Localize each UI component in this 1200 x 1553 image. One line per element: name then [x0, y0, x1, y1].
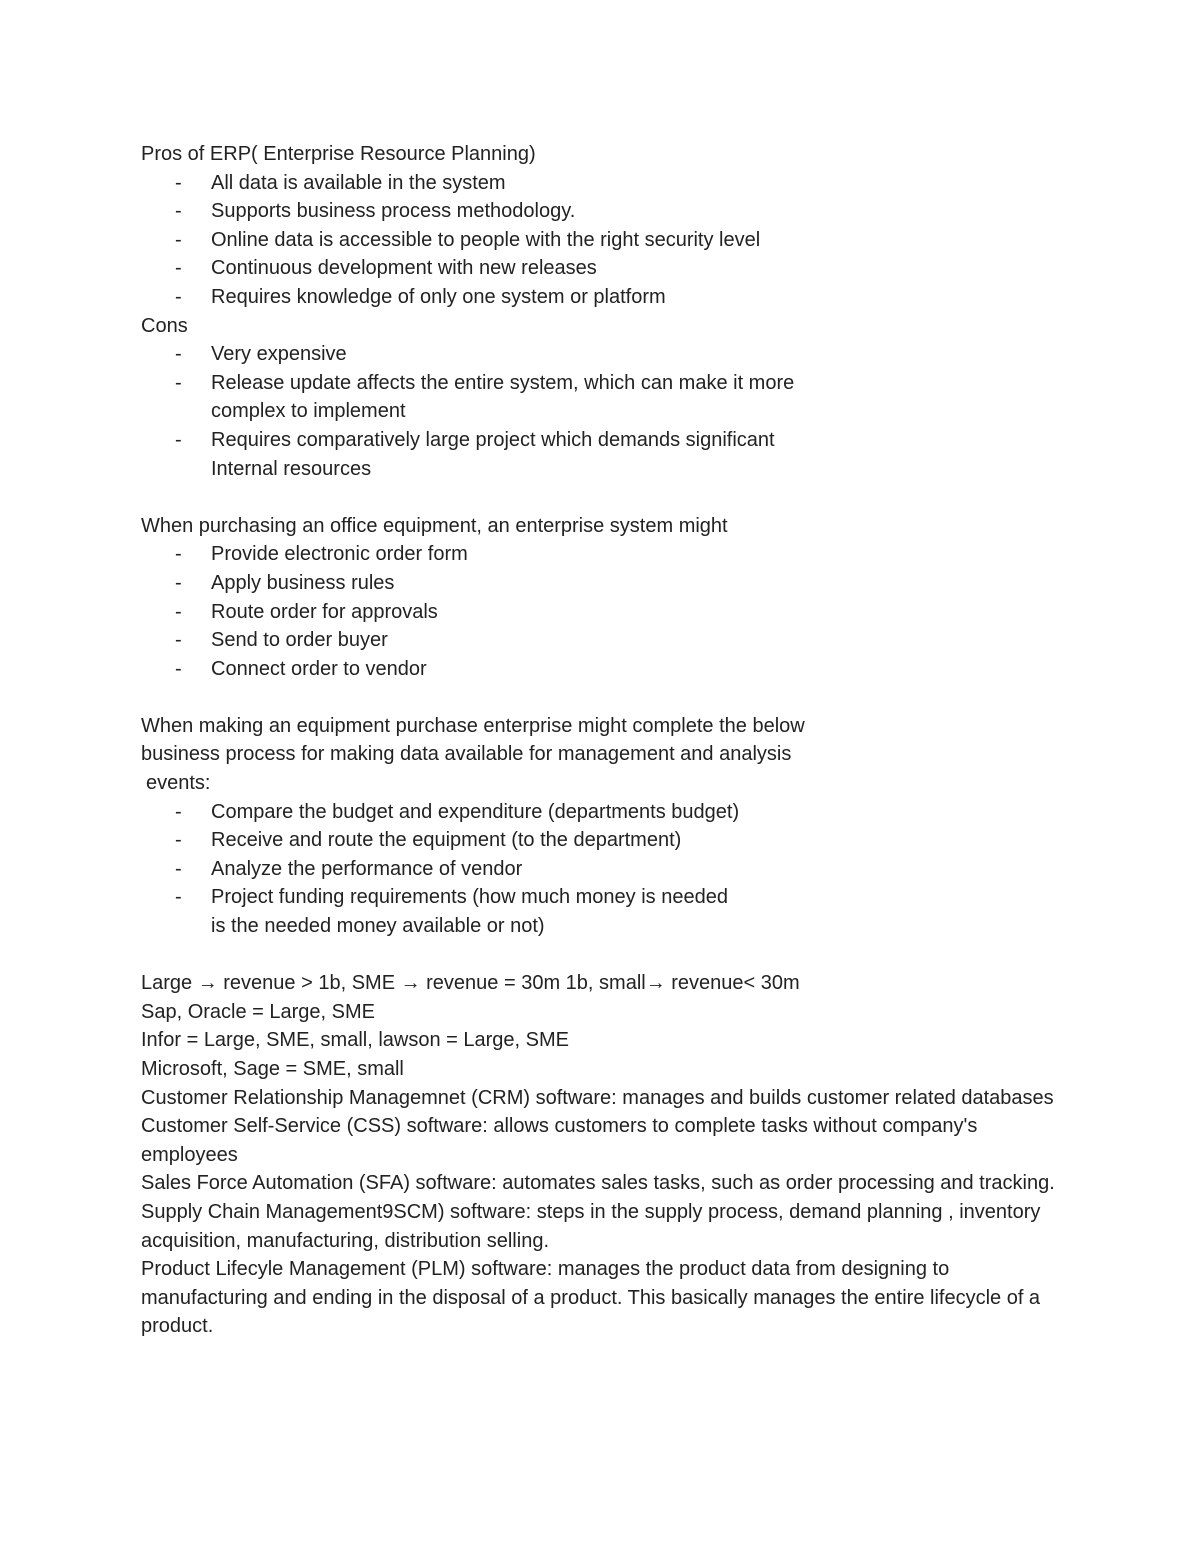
definition-crm: Customer Relationship Managemnet (CRM) software: manages and builds customer related databases: [141, 1086, 1054, 1109]
bullet-dash: -: [175, 857, 182, 880]
list-item: - Online data is accessible to people with the right security level: [141, 226, 1061, 255]
pros-list: [141, 169, 1061, 312]
definition-css: Customer Self-Service (CSS) software: allows customers to complete tasks without company's employees: [141, 1115, 978, 1166]
list-item: - Analyze the performance of vendor: [141, 855, 1061, 884]
bullet-dash: -: [175, 343, 182, 366]
definition-sfa: Sales Force Automation (SFA) software: automates sales tasks, such as order processing and tracking.: [141, 1172, 1055, 1195]
vendor-line: Microsoft, Sage = SME, small: [141, 1058, 404, 1080]
list-item: - Very expensive: [141, 340, 1061, 369]
vendor-line: Infor = Large, SME, small, lawson = Large, SME: [141, 1029, 569, 1052]
list-item: - Receive and route the equipment (to the department): [141, 826, 1061, 855]
bullet-dash: -: [175, 657, 182, 680]
bullet-dash: -: [175, 571, 182, 594]
list-item: - All data is available in the system: [141, 169, 1061, 198]
document-page: [141, 140, 1061, 1341]
cons-heading: Cons: [141, 314, 188, 337]
equipment-heading: When making an equipment purchase enterprise might complete the below: [141, 714, 805, 737]
bullet-dash: -: [175, 800, 182, 823]
bullet-dash: -: [175, 257, 182, 280]
purchasing-list: [141, 540, 1061, 683]
equipment-heading: events:: [146, 772, 211, 795]
bullet-dash: -: [175, 829, 182, 852]
purchasing-heading: When purchasing an office equipment, an enterprise system might: [141, 514, 728, 537]
bullet-dash: -: [175, 228, 182, 251]
definition-scm: Supply Chain Management9SCM) software: steps in the supply process, demand planning , inventory acquisition, manufacturing, distribution selling.: [141, 1200, 1041, 1252]
list-item: - Project funding requirements (how much money is needed is the needed money available or not): [141, 883, 1061, 940]
equipment-list: [141, 798, 1061, 941]
bullet-dash: -: [175, 200, 182, 223]
list-item: - Connect order to vendor: [141, 655, 1061, 684]
bullet-dash: -: [175, 285, 182, 308]
list-item: - Release update affects the entire system, which can make it more complex to implement: [141, 369, 1061, 426]
bullet-dash: -: [175, 171, 182, 194]
list-item: - Requires knowledge of only one system or platform: [141, 283, 1061, 312]
bullet-dash: -: [175, 600, 182, 623]
list-item: - Route order for approvals: [141, 598, 1061, 627]
pros-heading: Pros of ERP( Enterprise Resource Planning): [141, 143, 536, 165]
list-item: - Send to order buyer: [141, 626, 1061, 655]
list-item: - Provide electronic order form: [141, 540, 1061, 569]
bullet-dash: -: [175, 428, 182, 451]
spacer: [141, 683, 1061, 712]
list-item: - Apply business rules: [141, 569, 1061, 598]
definition-plm: Product Lifecyle Management (PLM) software: manages the product data from designing to manufacturing and ending in the disposal of a product. This basically manages the entire lifecycle of a product.: [141, 1258, 1041, 1338]
list-item: - Continuous development with new releases: [141, 254, 1061, 283]
equipment-heading: business process for making data available for management and analysis: [141, 743, 792, 766]
bullet-dash: -: [175, 629, 182, 652]
vendor-line: Sap, Oracle = Large, SME: [141, 1000, 376, 1023]
list-item: - Compare the budget and expenditure (departments budget): [141, 798, 1061, 827]
list-item: - Requires comparatively large project which demands significant Internal resources: [141, 426, 1061, 483]
spacer: [141, 483, 1061, 512]
bullet-dash: -: [175, 371, 182, 394]
bullet-dash: -: [175, 543, 182, 566]
size-classification: Large → revenue > 1b, SME → revenue = 30m 1b, small→ revenue< 30m: [141, 972, 800, 995]
spacer: [141, 941, 1061, 970]
list-item: - Supports business process methodology.: [141, 197, 1061, 226]
bullet-dash: -: [175, 886, 182, 909]
cons-list: [141, 340, 1061, 483]
